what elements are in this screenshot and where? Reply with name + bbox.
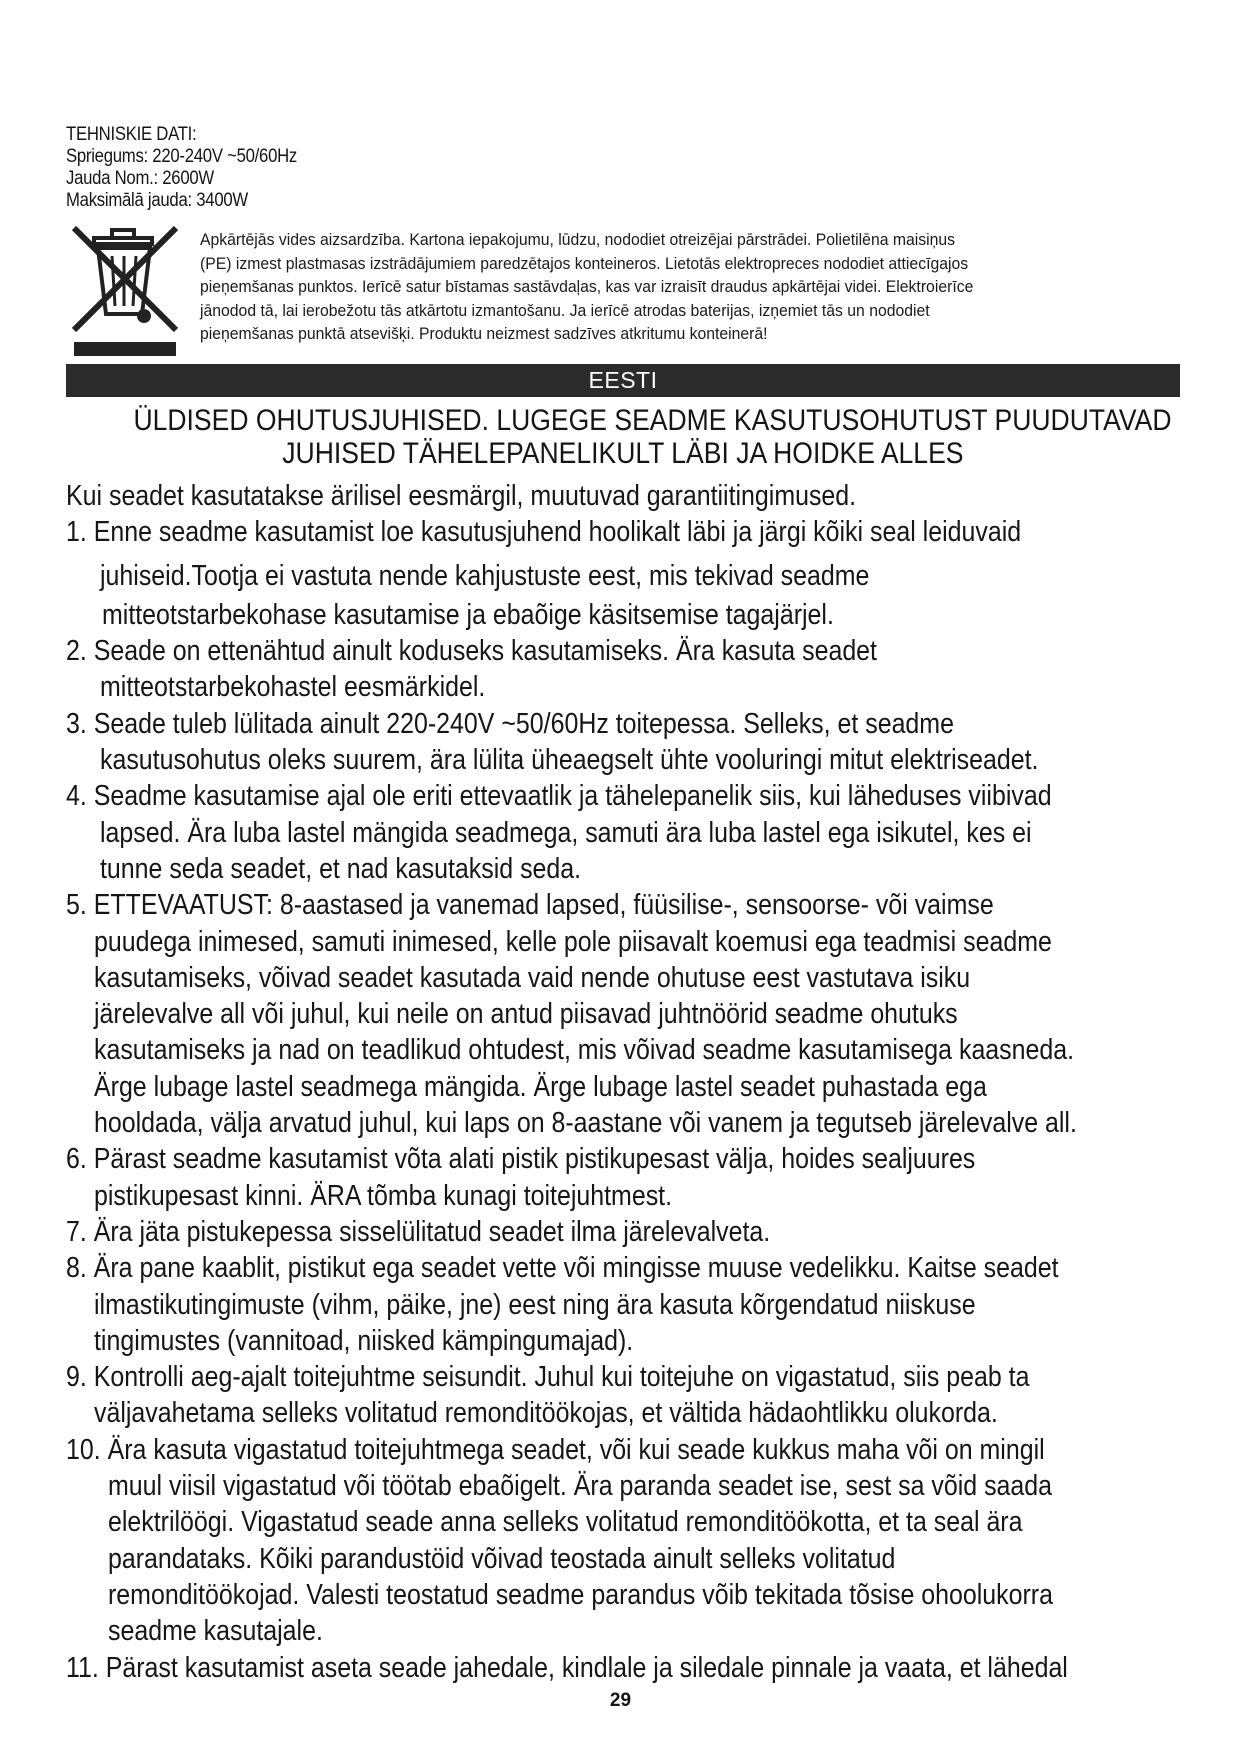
body-line: 9. Kontrolli aeg-ajalt toitejuhtme seisundit. Juhul kui toitejuhe on vigastatud, siis peab ta [66,1361,1030,1394]
body-line: ilmastikutingimuste (vihm, päike, jne) eest ning ära kasuta kõrgendatud niiskuse [94,1288,976,1321]
weee-crossed-bin-icon [66,224,184,356]
tech-power-nominal: Jauda Nom.: 2600W [66,168,214,189]
body-line: pistikupesast kinni. ÄRA tõmba kunagi toitejuhtmest. [94,1179,673,1212]
tech-voltage: Spriegums: 220-240V ~50/60Hz [66,146,298,167]
body-line: kasutamiseks ja nad on teadlikud ohtudest, mis võivad seadme kasutamisega kaasneda. [94,1034,1075,1067]
body-line: 5. ETTEVAATUST: 8-aastased ja vanemad lapsed, füüsilise-, sensoorse- või vaimse [66,889,994,922]
env-line: Apkārtējās vides aizsardzība. Kartona iepakojumu, lūdzu, nododiet otreizējai pārstrādei. Polietilēna maisiņus [200,231,956,249]
body-line: seadme kasutajale. [108,1615,323,1648]
tech-power-max: Maksimālā jauda: 3400W [66,190,248,211]
body-line: 1. Enne seadme kasutamist loe kasutusjuhend hoolikalt läbi ja järgi kõiki seal leiduvaid [66,516,1022,549]
body-line: väljavahetama selleks volitatud remonditöökojas, et vältida hädaohtlikku olukorda. [94,1397,998,1430]
body-line: puudega inimesed, samuti inimesed, kelle pole piisavalt koemusi ega teadmisi seadme [94,925,1052,958]
body-line: kasutamiseks, võivad seadet kasutada vaid nende ohutuse eest vastutava isiku [94,961,971,994]
safety-instructions [66,478,1226,1686]
body-line: elektrilöögi. Vigastatud seade anna selleks volitatud remonditöökotta, et ta seal ära [108,1506,1023,1539]
env-line: pieņemšanas punktā atsevišķi. Produktu neizmest sadzīves atkritumu konteinerā! [200,325,768,343]
body-line: muul viisil vigastatud või töötab ebaõigelt. Ära paranda seadet ise, sest sa võid saada [108,1470,1053,1503]
body-line: tingimustes (vannitoad, niisked kämpingumajad). [94,1324,634,1357]
body-line: 8. Ära pane kaablit, pistikut ega seadet vette või mingisse muuse vedelikku. Kaitse seadet [66,1252,1059,1285]
body-line: mitteotstarbekohase kasutamise ja ebaõige käsitsemise tagajärjel. [102,598,834,631]
body-line: kasutusohutus oleks suurem, ära lülita üheaegselt ühte vooluringi mitut elektriseadet. [100,744,1039,777]
language-bar: EESTI [66,364,1180,397]
body-line: Kui seadet kasutatakse ärilisel eesmärgil, muutuvad garantiitingimused. [66,480,857,512]
body-line: 3. Seade tuleb lülitada ainult 220-240V ~50/60Hz toitepessa. Selleks, et seadme [66,707,954,740]
environmental-notice [200,229,1155,347]
tech-title: TEHNISKIE DATI: [66,124,197,145]
body-line: 2. Seade on ettenähtud ainult koduseks kasutamiseks. Ära kasuta seadet [66,635,877,668]
page-number: 29 [609,1690,632,1711]
body-line: 7. Ära jäta pistukepessa sisselülitatud seadet ilma järelevalveta. [66,1215,771,1248]
body-line: parandataks. Kõiki parandustöid võivad teostada ainult selleks volitatud [108,1542,896,1575]
env-line: pieņemšanas punktos. Ierīcē satur bīstamas sastāvdaļas, kas var izraisīt draudus apkārtējai videi. Elektroierīce [200,278,974,296]
body-line: hooldada, välja arvatud juhul, kui laps on 8-aastane või vanem ja tegutseb järelevalve all. [94,1107,1077,1140]
body-line: 4. Seadme kasutamise ajal ole eriti ettevaatlik ja tähelepanelik siis, kui läheduses viibivad [66,780,1052,813]
body-line: 11. Pärast kasutamist aseta seade jahedale, kindlale ja siledale pinnale ja vaata, et lähedal [66,1651,1068,1684]
body-line: järelevalve all või juhul, kui neile on antud piisavad juhtnöörid seadme ohutuks [94,998,958,1031]
body-line: Ärge lubage lastel seadmega mängida. Ärge lubage lastel seadet puhastada ega [94,1070,987,1103]
technical-data [66,124,594,212]
body-line: 6. Pärast seadme kasutamist võta alati pistik pistikupesast välja, hoides sealjuures [66,1143,976,1176]
body-line: juhiseid.Tootja ei vastuta nende kahjustuste eest, mis tekivad seadme [100,559,870,592]
heading-line-1: ÜLDISED OHUTUSJUHISED. LUGEGE SEADME KASUTUSOHUTUST PUUDUTAVAD [133,404,1172,437]
body-line: lapsed. Ära luba lastel mängida seadmega, samuti ära luba lastel ega isikutel, kes ei [100,816,1032,849]
env-line: jānodod tā, lai ierobežotu tās atkārtotu izmantošanu. Ja ierīcē atrodas baterijas, izņemiet tās un nododiet [200,301,930,320]
body-line: tunne seda seadet, et nad kasutaksid seda. [100,852,582,885]
body-line: mitteotstarbekohastel eesmärkidel. [100,671,486,704]
body-line: 10. Ära kasuta vigastatud toitejuhtmega seadet, või kui seade kukkus maha või on mingil [66,1433,1045,1466]
env-line: (PE) izmest plastmasas izstrādājumiem paredzētajos konteineros. Lietotās elektropreces nododiet attiecīgajos [200,254,969,273]
body-line: remonditöökojad. Valesti teostatud seadme parandus võib tekitada tõsise ohoolukorra [108,1578,1053,1611]
section-heading [66,404,1180,470]
heading-line-2: JUHISED TÄHELEPANELIKULT LÄBI JA HOIDKE ALLES [282,437,964,470]
